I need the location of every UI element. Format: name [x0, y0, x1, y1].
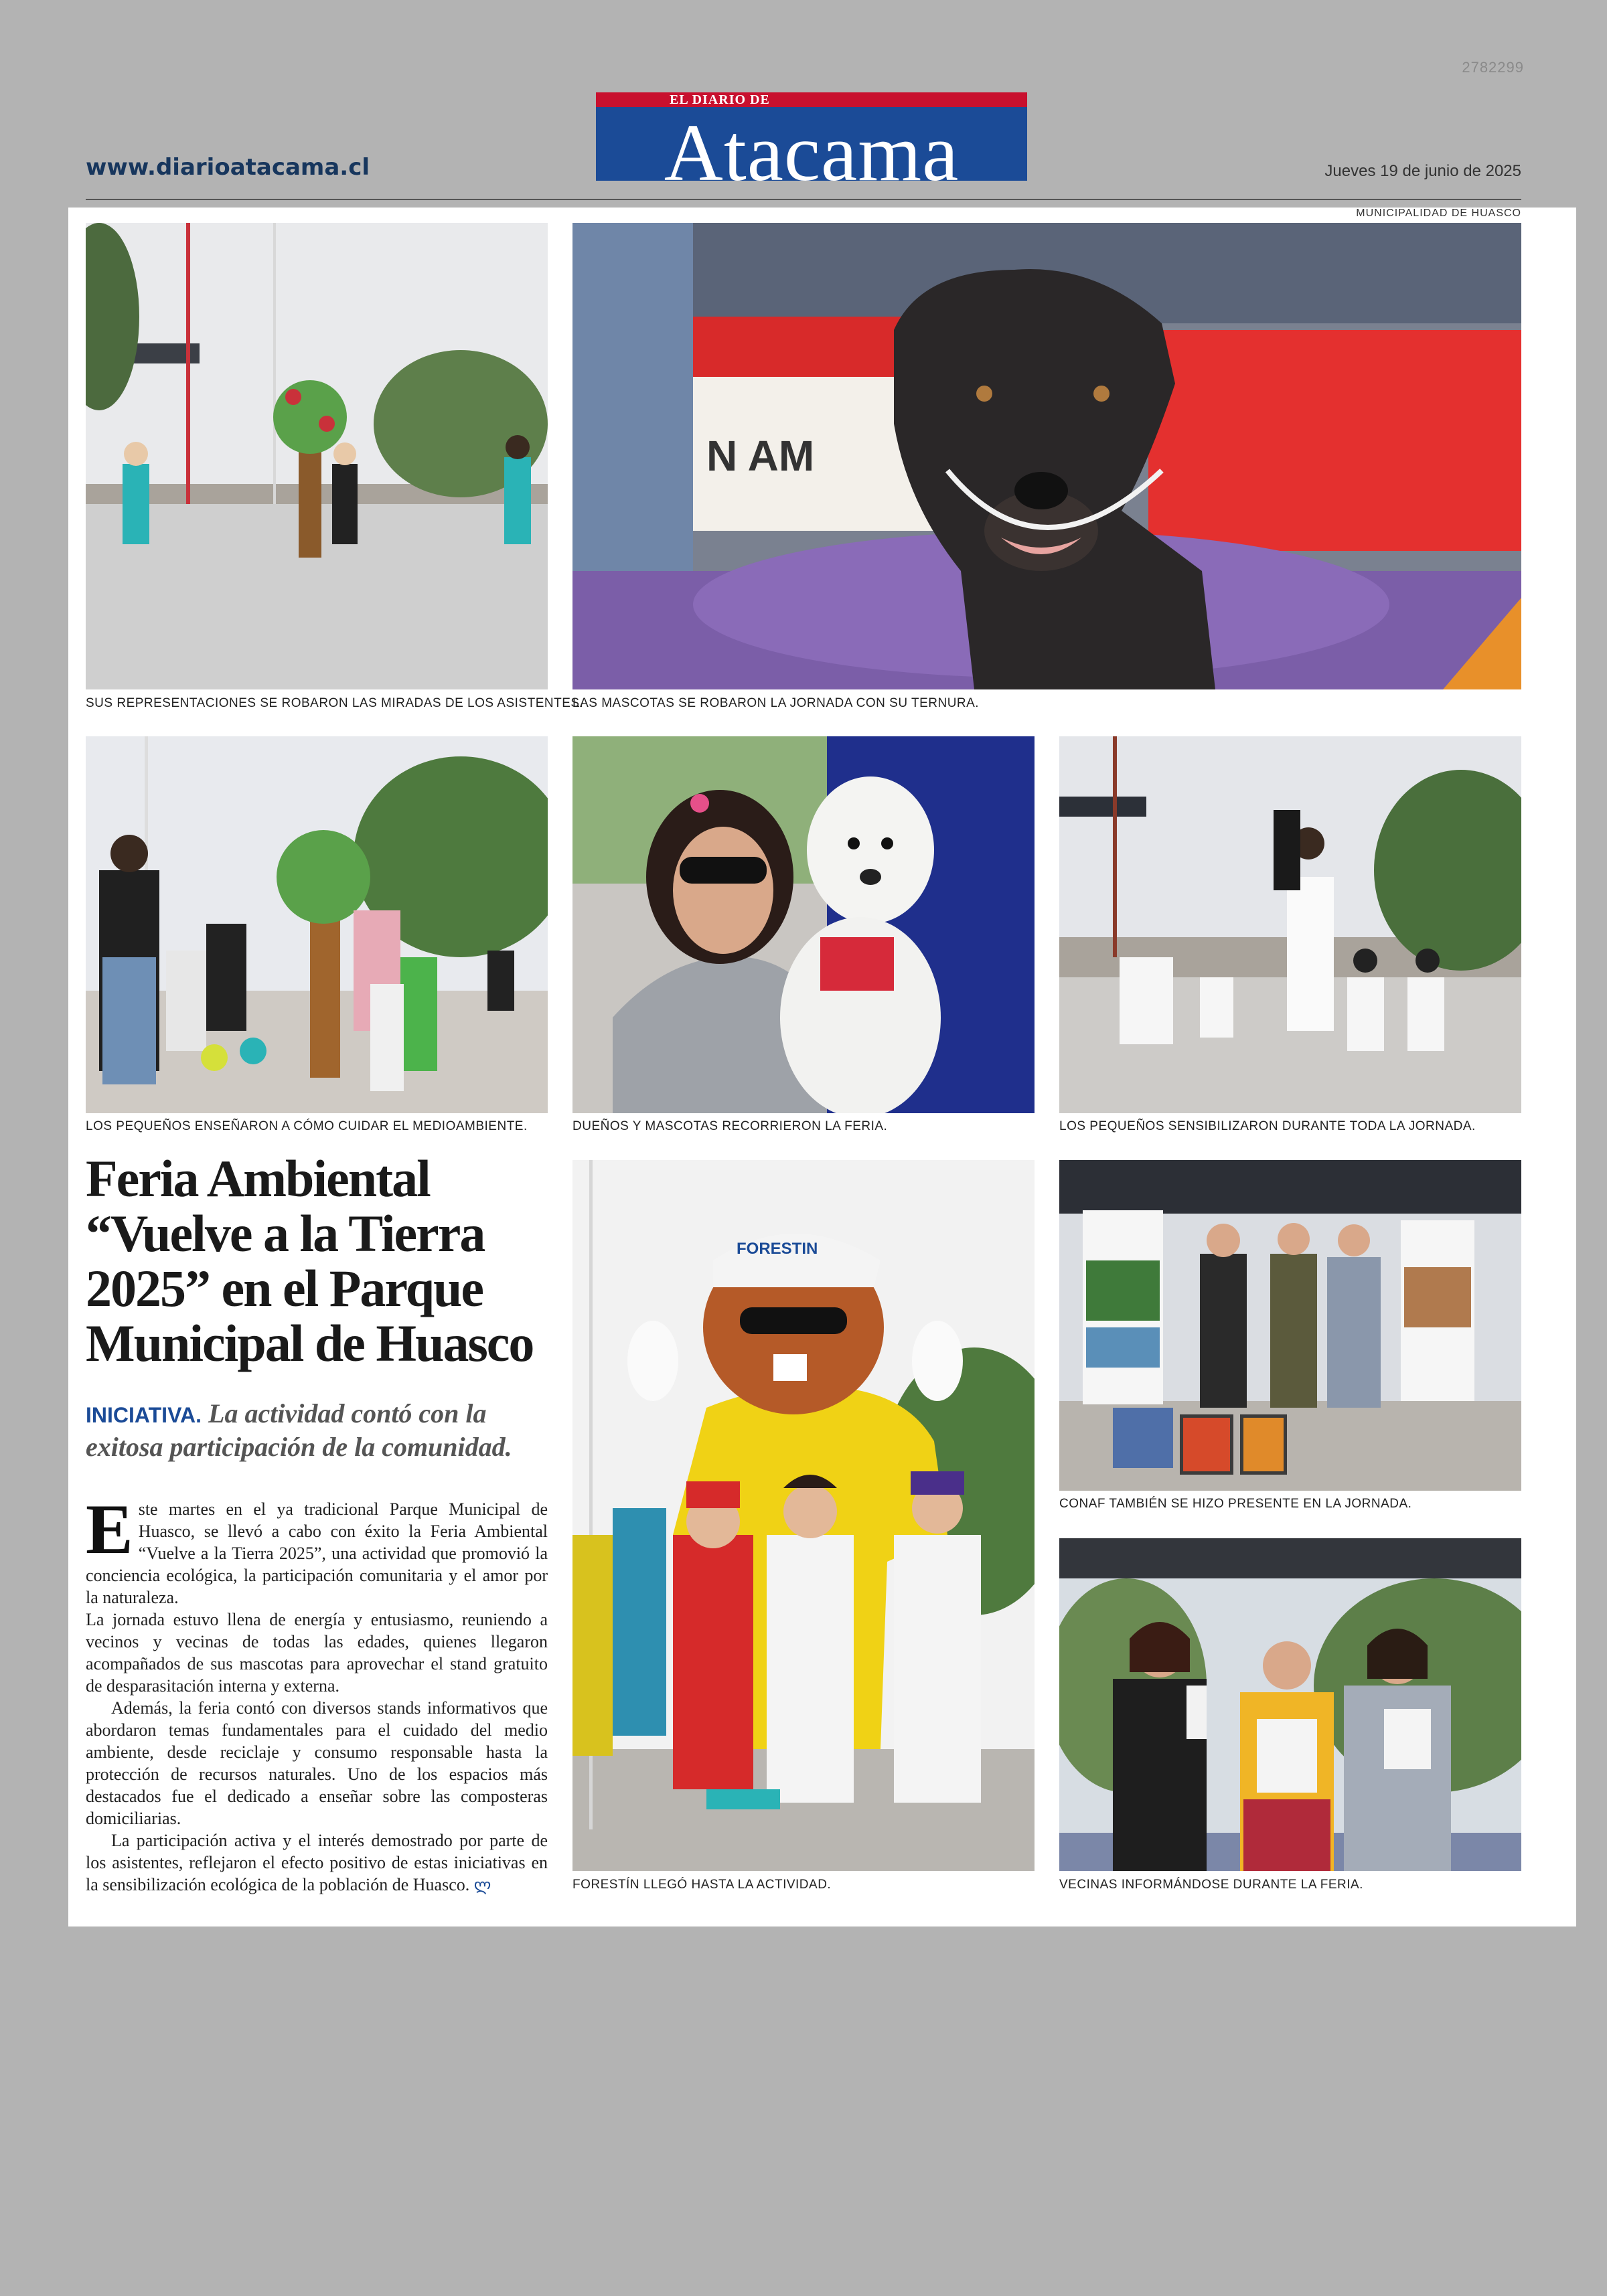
photo-kids-tree [86, 736, 548, 1113]
headline-line: Municipal de Huasco [86, 1314, 534, 1372]
photo-children-performance [86, 223, 548, 689]
lead-text: La actividad contó con la exitosa participación de la comunidad. [86, 1398, 512, 1462]
photo-neighbors-informing [1059, 1538, 1521, 1871]
photo-credit: MUNICIPALIDAD DE HUASCO [1356, 208, 1521, 219]
paragraph: La jornada estuvo llena de energía y entusiasmo, reuniendo a vecinos y vecinas de todas las edades, quienes llegaron acompañados de sus mascotas para aprovechar el stand gratuito de desparasitación interna y externa. [86, 1610, 548, 1696]
paragraph: Además, la feria contó con diversos stands informativos que abordaron temas fundamentales para el cuidado del medio ambiente, desde reciclaje y consumo responsable hasta la protección de recursos naturales. Uno de los espacios más destacados fue el dedicado a enseñar sobre las composteras domiciliarias. [86, 1698, 548, 1828]
photo-owner-poodle [572, 736, 1035, 1113]
photo-caption: FORESTÍN LLEGÓ HASTA LA ACTIVIDAD. [572, 1878, 832, 1892]
paragraph [86, 1490, 548, 1609]
end-mark-icon: ლ [473, 1877, 491, 1894]
headline-line: Feria Ambiental [86, 1149, 430, 1208]
paragraph [86, 1829, 548, 1897]
masthead-blue-band [596, 107, 1027, 198]
document-id: 2782299 [1462, 59, 1524, 76]
masthead-title: Atacama [664, 108, 960, 198]
publication-date: Jueves 19 de junio de 2025 [1324, 162, 1521, 180]
paragraph-text: La participación activa y el interés demostrado por parte de los asistentes, reflejaron el efecto positivo de estas iniciativas en la sensibilización ecológica de la población de Huasco. [86, 1831, 548, 1894]
paragraph-text: ste martes en el ya tradicional Parque Municipal de Huasco, se llevó a cabo con éxito la Feria Ambiental “Vuelve a la Tierra 2025”, una actividad que promovió la conciencia ecológica, la participación comunitaria y el amor por la naturaleza. [86, 1499, 548, 1607]
banner-text: N AM [706, 432, 815, 480]
photo-conaf-stand [1059, 1160, 1521, 1491]
article-deck [86, 1398, 568, 1463]
photo-caption: LOS PEQUEÑOS ENSEÑARON A CÓMO CUIDAR EL MEDIOAMBIENTE. [86, 1119, 528, 1133]
photo-caption: DUEÑOS Y MASCOTAS RECORRIERON LA FERIA. [572, 1119, 888, 1133]
photo-caption: LOS PEQUEÑOS SENSIBILIZARON DURANTE TODA LA JORNADA. [1059, 1119, 1476, 1133]
header-rule [86, 199, 1521, 200]
article-body [86, 1490, 548, 1897]
drop-cap: E [86, 1490, 133, 1568]
photo-caption: CONAF TAMBIÉN SE HIZO PRESENTE EN LA JORNADA. [1059, 1497, 1412, 1511]
photo-kids-sensitize [1059, 736, 1521, 1113]
mascot-cap-text: FORESTIN [737, 1240, 818, 1258]
photo-caption: VECINAS INFORMÁNDOSE DURANTE LA FERIA. [1059, 1878, 1363, 1892]
photo-forestin-mascot [572, 1160, 1035, 1871]
headline-line: “Vuelve a la Tierra [86, 1204, 485, 1262]
photo-caption: SUS REPRESENTACIONES SE ROBARON LAS MIRADAS DE LOS ASISTENTES. [86, 696, 584, 710]
photo-dog [572, 223, 1521, 689]
masthead-red-band [596, 92, 1027, 107]
photo-caption: LAS MASCOTAS SE ROBARON LA JORNADA CON SU TERNURA. [572, 696, 980, 710]
masthead-logo [596, 92, 1027, 198]
masthead-subtitle: EL DIARIO DE [670, 92, 770, 107]
article-headline [86, 1151, 554, 1371]
headline-line: 2025” en el Parque [86, 1259, 483, 1317]
site-url[interactable]: www.diarioatacama.cl [86, 154, 370, 181]
kicker-label: INICIATIVA. [86, 1403, 202, 1427]
